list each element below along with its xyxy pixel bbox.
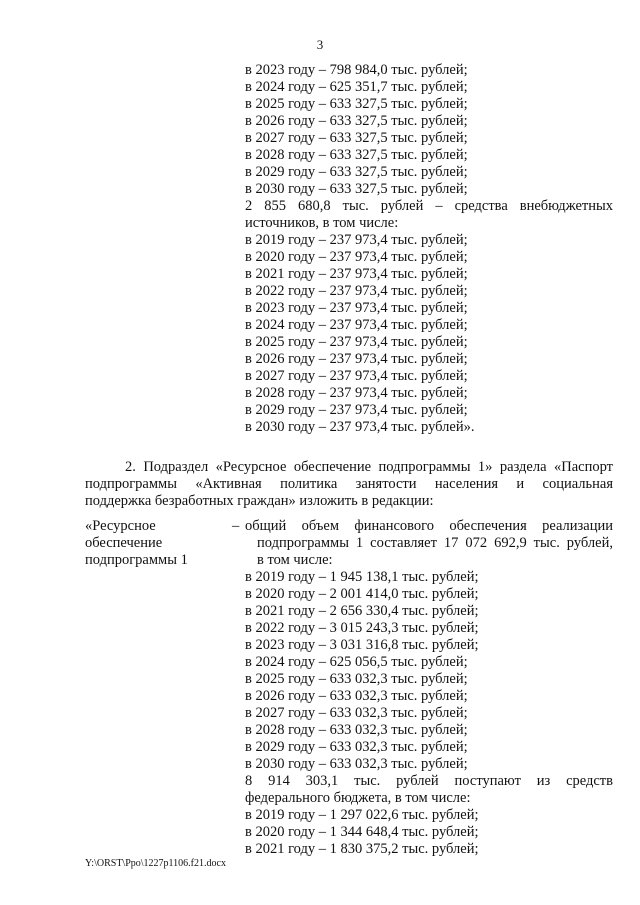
paragraph-line: подпрограммы «Активная политика занятости населения и социальная	[85, 476, 613, 492]
year-line: в 2026 году – 633 327,5 тыс. рублей;	[245, 113, 468, 129]
resource-provision-label	[85, 518, 225, 569]
year-line: в 2027 году – 633 032,3 тыс. рублей;	[245, 705, 468, 721]
extra-year-line: в 2029 году – 237 973,4 тыс. рублей;	[245, 402, 468, 418]
total-volume-line: в том числе:	[257, 552, 333, 568]
label-line: обеспечение	[85, 535, 163, 551]
year-line: в 2025 году – 633 327,5 тыс. рублей;	[245, 96, 468, 112]
year-line: в 2024 году – 625 351,7 тыс. рублей;	[245, 79, 468, 95]
extra-year-line: в 2028 году – 237 973,4 тыс. рублей;	[245, 385, 468, 401]
label-dash: –	[232, 518, 240, 534]
extra-year-line: в 2025 году – 237 973,4 тыс. рублей;	[245, 334, 468, 350]
extra-year-line: в 2023 году – 237 973,4 тыс. рублей;	[245, 300, 468, 316]
label-line: «Ресурсное	[85, 518, 156, 534]
year-line: в 2023 году – 3 031 316,8 тыс. рублей;	[245, 637, 479, 653]
year-line: в 2024 году – 625 056,5 тыс. рублей;	[245, 654, 468, 670]
paragraph-line: 2. Подраздел «Ресурсное обеспечение подпрограммы 1» раздела «Паспорт	[125, 459, 613, 475]
extra-year-line: в 2022 году – 237 973,4 тыс. рублей;	[245, 283, 468, 299]
year-line: в 2022 году – 3 015 243,3 тыс. рублей;	[245, 620, 479, 636]
extra-year-line: в 2024 году – 237 973,4 тыс. рублей;	[245, 317, 468, 333]
extra-budget-total-cont: источников, в том числе:	[245, 215, 399, 231]
extra-budget-total: 2 855 680,8 тыс. рублей – средства внебюджетных	[245, 198, 613, 214]
extra-year-line: в 2020 году – 237 973,4 тыс. рублей;	[245, 249, 468, 265]
year-line: в 2029 году – 633 032,3 тыс. рублей;	[245, 739, 468, 755]
resource-provision-block	[245, 518, 613, 858]
extra-year-line: в 2030 году – 237 973,4 тыс. рублей».	[245, 419, 475, 435]
paragraph-line: поддержка безработных граждан» изложить в редакции:	[85, 493, 434, 509]
page-number: 3	[316, 37, 324, 52]
year-line: в 2028 году – 633 327,5 тыс. рублей;	[245, 147, 468, 163]
file-path-footer: Y:\ORST\Ppo\1227p1106.f21.docx	[85, 858, 226, 869]
year-line: в 2021 году – 2 656 330,4 тыс. рублей;	[245, 603, 479, 619]
federal-budget-total-cont: федерального бюджета, в том числе:	[245, 790, 471, 806]
year-line: в 2028 году – 633 032,3 тыс. рублей;	[245, 722, 468, 738]
year-line: в 2020 году – 2 001 414,0 тыс. рублей;	[245, 586, 479, 602]
year-line: в 2019 году – 1 945 138,1 тыс. рублей;	[245, 569, 479, 585]
total-volume-line: общий объем финансового обеспечения реализации	[245, 518, 613, 534]
extra-year-line: в 2019 году – 237 973,4 тыс. рублей;	[245, 232, 468, 248]
year-line: в 2029 году – 633 327,5 тыс. рублей;	[245, 164, 468, 180]
year-line: в 2027 году – 633 327,5 тыс. рублей;	[245, 130, 468, 146]
federal-year-line: в 2019 году – 1 297 022,6 тыс. рублей;	[245, 807, 479, 823]
year-line: в 2030 году – 633 327,5 тыс. рублей;	[245, 181, 468, 197]
federal-year-line: в 2021 году – 1 830 375,2 тыс. рублей;	[245, 841, 479, 857]
extra-year-line: в 2021 году – 237 973,4 тыс. рублей;	[245, 266, 468, 282]
amendment-paragraph	[85, 459, 613, 510]
year-line: в 2030 году – 633 032,3 тыс. рублей;	[245, 756, 468, 772]
year-line: в 2026 году – 633 032,3 тыс. рублей;	[245, 688, 468, 704]
year-line: в 2023 году – 798 984,0 тыс. рублей;	[245, 62, 468, 78]
extra-year-line: в 2026 году – 237 973,4 тыс. рублей;	[245, 351, 468, 367]
year-line: в 2025 году – 633 032,3 тыс. рублей;	[245, 671, 468, 687]
funding-continuation-block	[245, 62, 613, 436]
total-volume-line: подпрограммы 1 составляет 17 072 692,9 тыс. рублей,	[257, 535, 613, 551]
federal-year-line: в 2020 году – 1 344 648,4 тыс. рублей;	[245, 824, 479, 840]
federal-budget-total: 8 914 303,1 тыс. рублей поступают из средств	[245, 773, 613, 789]
label-line: подпрограммы 1	[85, 552, 188, 568]
extra-year-line: в 2027 году – 237 973,4 тыс. рублей;	[245, 368, 468, 384]
